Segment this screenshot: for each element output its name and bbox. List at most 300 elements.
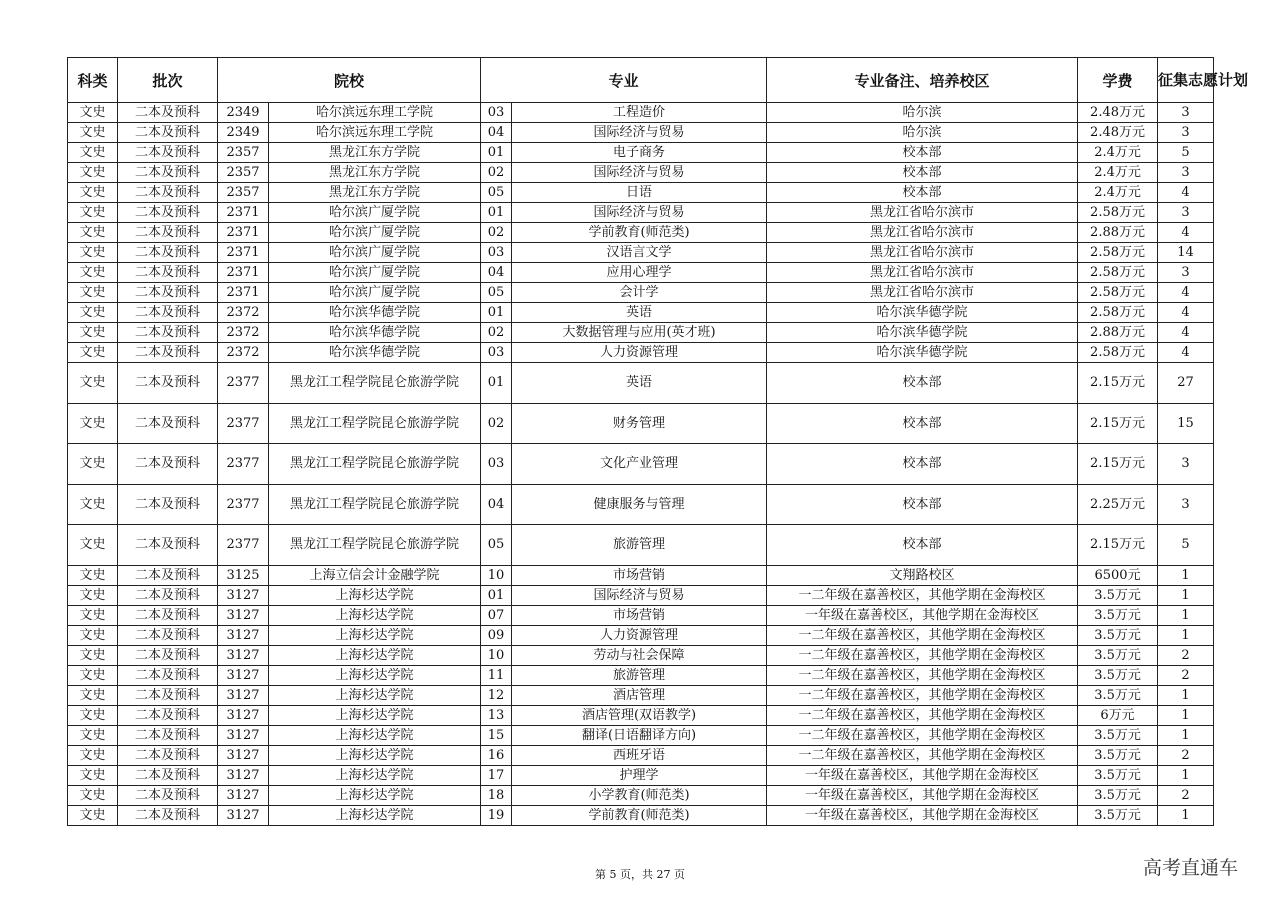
cell-batch: 二本及预科 <box>118 283 218 303</box>
cell-note: 黑龙江省哈尔滨市 <box>767 263 1078 283</box>
cell-school-code: 2377 <box>218 444 269 485</box>
cell-school-name: 黑龙江东方学院 <box>269 183 481 203</box>
cell-fee: 3.5万元 <box>1078 625 1158 645</box>
cell-school-code: 2377 <box>218 403 269 444</box>
table-row <box>68 725 1214 745</box>
cell-school-code: 3127 <box>218 685 269 705</box>
cell-school-code: 3127 <box>218 705 269 725</box>
cell-category: 文史 <box>68 223 118 243</box>
cell-fee: 2.58万元 <box>1078 243 1158 263</box>
cell-fee: 3.5万元 <box>1078 645 1158 665</box>
cell-category: 文史 <box>68 645 118 665</box>
table-row <box>68 263 1214 283</box>
cell-category: 文史 <box>68 103 118 123</box>
cell-major-code: 04 <box>481 263 512 283</box>
cell-major-name: 护理学 <box>512 765 767 785</box>
cell-school-code: 2371 <box>218 243 269 263</box>
cell-school-name: 哈尔滨广厦学院 <box>269 243 481 263</box>
cell-major-name: 会计学 <box>512 283 767 303</box>
cell-major-name: 学前教育(师范类) <box>512 805 767 825</box>
cell-school-name: 上海杉达学院 <box>269 725 481 745</box>
cell-plan: 4 <box>1158 283 1214 303</box>
cell-batch: 二本及预科 <box>118 143 218 163</box>
table-row <box>68 645 1214 665</box>
cell-note: 哈尔滨 <box>767 103 1078 123</box>
cell-category: 文史 <box>68 183 118 203</box>
cell-school-name: 上海杉达学院 <box>269 645 481 665</box>
cell-note: 一二年级在嘉善校区，其他学期在金海校区 <box>767 745 1078 765</box>
table-row <box>68 163 1214 183</box>
cell-fee: 3.5万元 <box>1078 745 1158 765</box>
cell-note: 一二年级在嘉善校区，其他学期在金海校区 <box>767 705 1078 725</box>
table-row <box>68 685 1214 705</box>
cell-batch: 二本及预科 <box>118 525 218 566</box>
cell-school-code: 2371 <box>218 263 269 283</box>
cell-fee: 2.15万元 <box>1078 403 1158 444</box>
cell-batch: 二本及预科 <box>118 645 218 665</box>
cell-major-code: 18 <box>481 785 512 805</box>
cell-plan: 4 <box>1158 183 1214 203</box>
cell-plan: 1 <box>1158 725 1214 745</box>
cell-school-name: 哈尔滨华德学院 <box>269 323 481 343</box>
cell-note: 黑龙江省哈尔滨市 <box>767 243 1078 263</box>
cell-plan: 4 <box>1158 343 1214 363</box>
cell-major-name: 电子商务 <box>512 143 767 163</box>
cell-batch: 二本及预科 <box>118 203 218 223</box>
cell-note: 黑龙江省哈尔滨市 <box>767 223 1078 243</box>
cell-school-code: 2372 <box>218 323 269 343</box>
cell-major-code: 05 <box>481 525 512 566</box>
cell-major-code: 09 <box>481 625 512 645</box>
cell-fee: 3.5万元 <box>1078 805 1158 825</box>
cell-fee: 6500元 <box>1078 565 1158 585</box>
cell-batch: 二本及预科 <box>118 303 218 323</box>
page-number: 第 5 页，共 27 页 <box>595 868 685 881</box>
cell-major-name: 财务管理 <box>512 403 767 444</box>
cell-category: 文史 <box>68 444 118 485</box>
cell-batch: 二本及预科 <box>118 805 218 825</box>
cell-note: 校本部 <box>767 484 1078 525</box>
cell-major-code: 03 <box>481 243 512 263</box>
cell-school-name: 黑龙江工程学院昆仑旅游学院 <box>269 525 481 566</box>
cell-major-code: 01 <box>481 363 512 404</box>
cell-plan: 5 <box>1158 143 1214 163</box>
cell-batch: 二本及预科 <box>118 665 218 685</box>
cell-note: 一年级在嘉善校区，其他学期在金海校区 <box>767 785 1078 805</box>
cell-category: 文史 <box>68 283 118 303</box>
cell-major-code: 04 <box>481 484 512 525</box>
cell-note: 校本部 <box>767 525 1078 566</box>
cell-batch: 二本及预科 <box>118 163 218 183</box>
table-row <box>68 183 1214 203</box>
cell-category: 文史 <box>68 343 118 363</box>
cell-category: 文史 <box>68 203 118 223</box>
table-row <box>68 565 1214 585</box>
table-row <box>68 323 1214 343</box>
cell-school-name: 哈尔滨广厦学院 <box>269 203 481 223</box>
cell-category: 文史 <box>68 725 118 745</box>
cell-plan: 3 <box>1158 123 1214 143</box>
cell-plan: 2 <box>1158 645 1214 665</box>
cell-plan: 1 <box>1158 765 1214 785</box>
cell-plan: 1 <box>1158 685 1214 705</box>
table-row <box>68 585 1214 605</box>
cell-fee: 3.5万元 <box>1078 665 1158 685</box>
cell-plan: 4 <box>1158 303 1214 323</box>
cell-school-code: 2377 <box>218 363 269 404</box>
cell-school-name: 上海杉达学院 <box>269 625 481 645</box>
cell-category: 文史 <box>68 243 118 263</box>
cell-category: 文史 <box>68 665 118 685</box>
cell-major-name: 旅游管理 <box>512 665 767 685</box>
cell-batch: 二本及预科 <box>118 705 218 725</box>
table-row <box>68 123 1214 143</box>
table-row <box>68 223 1214 243</box>
cell-school-code: 2372 <box>218 343 269 363</box>
cell-school-name: 黑龙江工程学院昆仑旅游学院 <box>269 403 481 444</box>
cell-batch: 二本及预科 <box>118 103 218 123</box>
cell-school-name: 上海杉达学院 <box>269 785 481 805</box>
cell-batch: 二本及预科 <box>118 484 218 525</box>
cell-note: 一年级在嘉善校区，其他学期在金海校区 <box>767 605 1078 625</box>
cell-note: 哈尔滨华德学院 <box>767 343 1078 363</box>
cell-fee: 2.15万元 <box>1078 444 1158 485</box>
cell-fee: 6万元 <box>1078 705 1158 725</box>
cell-batch: 二本及预科 <box>118 444 218 485</box>
cell-school-code: 2357 <box>218 163 269 183</box>
cell-fee: 2.25万元 <box>1078 484 1158 525</box>
cell-batch: 二本及预科 <box>118 243 218 263</box>
cell-fee: 2.88万元 <box>1078 323 1158 343</box>
cell-batch: 二本及预科 <box>118 403 218 444</box>
cell-school-name: 上海杉达学院 <box>269 665 481 685</box>
cell-batch: 二本及预科 <box>118 605 218 625</box>
cell-school-code: 2377 <box>218 525 269 566</box>
cell-school-name: 上海杉达学院 <box>269 705 481 725</box>
watermark-logo-text: 高考直通车 <box>1143 857 1239 879</box>
cell-fee: 2.88万元 <box>1078 223 1158 243</box>
cell-school-code: 3127 <box>218 645 269 665</box>
table-row <box>68 363 1214 404</box>
cell-school-name: 哈尔滨广厦学院 <box>269 263 481 283</box>
cell-major-name: 日语 <box>512 183 767 203</box>
table-row <box>68 103 1214 123</box>
cell-fee: 2.58万元 <box>1078 203 1158 223</box>
cell-major-code: 01 <box>481 585 512 605</box>
cell-fee: 3.5万元 <box>1078 605 1158 625</box>
cell-plan: 1 <box>1158 585 1214 605</box>
cell-category: 文史 <box>68 484 118 525</box>
cell-school-code: 2377 <box>218 484 269 525</box>
cell-school-code: 3125 <box>218 565 269 585</box>
cell-note: 校本部 <box>767 183 1078 203</box>
table-body <box>68 103 1214 826</box>
cell-note: 校本部 <box>767 403 1078 444</box>
cell-major-code: 16 <box>481 745 512 765</box>
cell-school-code: 3127 <box>218 585 269 605</box>
cell-school-name: 黑龙江东方学院 <box>269 163 481 183</box>
cell-batch: 二本及预科 <box>118 565 218 585</box>
cell-note: 校本部 <box>767 363 1078 404</box>
cell-fee: 2.4万元 <box>1078 183 1158 203</box>
table-row <box>68 525 1214 566</box>
cell-note: 校本部 <box>767 143 1078 163</box>
cell-school-code: 3127 <box>218 605 269 625</box>
cell-major-code: 03 <box>481 343 512 363</box>
cell-school-name: 哈尔滨广厦学院 <box>269 223 481 243</box>
cell-major-name: 国际经济与贸易 <box>512 163 767 183</box>
cell-note: 哈尔滨 <box>767 123 1078 143</box>
cell-major-code: 04 <box>481 123 512 143</box>
cell-major-name: 旅游管理 <box>512 525 767 566</box>
cell-school-name: 上海杉达学院 <box>269 765 481 785</box>
cell-plan: 1 <box>1158 705 1214 725</box>
cell-category: 文史 <box>68 685 118 705</box>
cell-note: 黑龙江省哈尔滨市 <box>767 203 1078 223</box>
cell-school-code: 3127 <box>218 665 269 685</box>
cell-batch: 二本及预科 <box>118 223 218 243</box>
cell-major-name: 市场营销 <box>512 565 767 585</box>
cell-note: 一二年级在嘉善校区，其他学期在金海校区 <box>767 685 1078 705</box>
cell-category: 文史 <box>68 745 118 765</box>
cell-major-name: 国际经济与贸易 <box>512 585 767 605</box>
cell-plan: 3 <box>1158 444 1214 485</box>
cell-category: 文史 <box>68 263 118 283</box>
cell-school-name: 黑龙江工程学院昆仑旅游学院 <box>269 363 481 404</box>
cell-note: 一年级在嘉善校区，其他学期在金海校区 <box>767 765 1078 785</box>
cell-category: 文史 <box>68 705 118 725</box>
table-row <box>68 143 1214 163</box>
cell-major-code: 01 <box>481 303 512 323</box>
table-row <box>68 403 1214 444</box>
cell-plan: 14 <box>1158 243 1214 263</box>
cell-major-name: 翻译(日语翻译方向) <box>512 725 767 745</box>
header-plan: 征集志愿计划 <box>1158 58 1214 103</box>
cell-note: 一年级在嘉善校区，其他学期在金海校区 <box>767 805 1078 825</box>
cell-major-code: 19 <box>481 805 512 825</box>
cell-major-name: 英语 <box>512 363 767 404</box>
header-fee: 学费 <box>1078 58 1158 103</box>
cell-category: 文史 <box>68 805 118 825</box>
cell-school-name: 上海杉达学院 <box>269 685 481 705</box>
header-major: 专业 <box>481 58 767 103</box>
cell-category: 文史 <box>68 585 118 605</box>
cell-category: 文史 <box>68 303 118 323</box>
cell-major-name: 人力资源管理 <box>512 343 767 363</box>
cell-plan: 27 <box>1158 363 1214 404</box>
cell-plan: 1 <box>1158 805 1214 825</box>
cell-major-name: 工程造价 <box>512 103 767 123</box>
table-row <box>68 805 1214 825</box>
cell-school-name: 上海立信会计金融学院 <box>269 565 481 585</box>
cell-school-name: 黑龙江东方学院 <box>269 143 481 163</box>
cell-major-name: 小学教育(师范类) <box>512 785 767 805</box>
cell-major-code: 07 <box>481 605 512 625</box>
cell-plan: 2 <box>1158 785 1214 805</box>
cell-major-code: 15 <box>481 725 512 745</box>
cell-major-code: 01 <box>481 203 512 223</box>
header-batch: 批次 <box>118 58 218 103</box>
cell-major-code: 10 <box>481 565 512 585</box>
cell-category: 文史 <box>68 323 118 343</box>
cell-fee: 2.15万元 <box>1078 525 1158 566</box>
cell-fee: 3.5万元 <box>1078 785 1158 805</box>
cell-major-name: 国际经济与贸易 <box>512 123 767 143</box>
cell-note: 一二年级在嘉善校区，其他学期在金海校区 <box>767 625 1078 645</box>
cell-fee: 2.58万元 <box>1078 303 1158 323</box>
cell-school-code: 3127 <box>218 625 269 645</box>
cell-plan: 3 <box>1158 103 1214 123</box>
cell-plan: 1 <box>1158 565 1214 585</box>
cell-note: 一二年级在嘉善校区，其他学期在金海校区 <box>767 585 1078 605</box>
cell-category: 文史 <box>68 143 118 163</box>
cell-fee: 2.58万元 <box>1078 283 1158 303</box>
cell-major-code: 02 <box>481 163 512 183</box>
cell-fee: 3.5万元 <box>1078 765 1158 785</box>
cell-school-code: 3127 <box>218 785 269 805</box>
cell-major-code: 10 <box>481 645 512 665</box>
cell-plan: 1 <box>1158 625 1214 645</box>
cell-note: 校本部 <box>767 163 1078 183</box>
cell-plan: 4 <box>1158 223 1214 243</box>
cell-note: 一二年级在嘉善校区，其他学期在金海校区 <box>767 725 1078 745</box>
cell-plan: 1 <box>1158 605 1214 625</box>
cell-major-code: 05 <box>481 283 512 303</box>
cell-major-name: 英语 <box>512 303 767 323</box>
cell-major-name: 文化产业管理 <box>512 444 767 485</box>
table-row <box>68 444 1214 485</box>
cell-school-code: 3127 <box>218 745 269 765</box>
cell-category: 文史 <box>68 565 118 585</box>
cell-plan: 3 <box>1158 263 1214 283</box>
table-row <box>68 283 1214 303</box>
table-row <box>68 243 1214 263</box>
cell-plan: 15 <box>1158 403 1214 444</box>
cell-major-name: 市场营销 <box>512 605 767 625</box>
cell-major-code: 03 <box>481 103 512 123</box>
cell-note: 文翔路校区 <box>767 565 1078 585</box>
cell-fee: 2.48万元 <box>1078 123 1158 143</box>
cell-batch: 二本及预科 <box>118 745 218 765</box>
table-row <box>68 745 1214 765</box>
header-row <box>68 58 1214 103</box>
table-row <box>68 665 1214 685</box>
cell-fee: 2.58万元 <box>1078 343 1158 363</box>
cell-plan: 5 <box>1158 525 1214 566</box>
table-row <box>68 303 1214 323</box>
cell-batch: 二本及预科 <box>118 685 218 705</box>
cell-school-name: 黑龙江工程学院昆仑旅游学院 <box>269 444 481 485</box>
table-row <box>68 203 1214 223</box>
cell-category: 文史 <box>68 363 118 404</box>
cell-major-code: 02 <box>481 323 512 343</box>
cell-major-name: 应用心理学 <box>512 263 767 283</box>
cell-note: 黑龙江省哈尔滨市 <box>767 283 1078 303</box>
cell-fee: 2.48万元 <box>1078 103 1158 123</box>
cell-batch: 二本及预科 <box>118 785 218 805</box>
cell-batch: 二本及预科 <box>118 363 218 404</box>
cell-school-code: 2349 <box>218 103 269 123</box>
cell-school-name: 上海杉达学院 <box>269 585 481 605</box>
cell-major-code: 01 <box>481 143 512 163</box>
cell-category: 文史 <box>68 765 118 785</box>
cell-category: 文史 <box>68 163 118 183</box>
cell-category: 文史 <box>68 605 118 625</box>
cell-major-code: 11 <box>481 665 512 685</box>
cell-batch: 二本及预科 <box>118 123 218 143</box>
cell-school-code: 3127 <box>218 765 269 785</box>
cell-note: 一二年级在嘉善校区，其他学期在金海校区 <box>767 645 1078 665</box>
cell-major-code: 05 <box>481 183 512 203</box>
cell-school-code: 2371 <box>218 223 269 243</box>
cell-school-name: 哈尔滨广厦学院 <box>269 283 481 303</box>
cell-school-name: 黑龙江工程学院昆仑旅游学院 <box>269 484 481 525</box>
cell-fee: 2.15万元 <box>1078 363 1158 404</box>
cell-note: 一二年级在嘉善校区，其他学期在金海校区 <box>767 665 1078 685</box>
cell-fee: 3.5万元 <box>1078 725 1158 745</box>
cell-major-name: 国际经济与贸易 <box>512 203 767 223</box>
cell-note: 校本部 <box>767 444 1078 485</box>
cell-category: 文史 <box>68 123 118 143</box>
cell-fee: 2.4万元 <box>1078 163 1158 183</box>
cell-major-code: 12 <box>481 685 512 705</box>
cell-major-code: 03 <box>481 444 512 485</box>
cell-school-code: 3127 <box>218 725 269 745</box>
cell-school-code: 3127 <box>218 805 269 825</box>
cell-major-code: 13 <box>481 705 512 725</box>
cell-major-name: 汉语言文学 <box>512 243 767 263</box>
table-row <box>68 484 1214 525</box>
cell-major-name: 学前教育(师范类) <box>512 223 767 243</box>
cell-school-name: 上海杉达学院 <box>269 805 481 825</box>
cell-category: 文史 <box>68 403 118 444</box>
admissions-table <box>67 57 1249 826</box>
cell-fee: 3.5万元 <box>1078 685 1158 705</box>
cell-major-code: 17 <box>481 765 512 785</box>
cell-fee: 2.58万元 <box>1078 263 1158 283</box>
table-row <box>68 625 1214 645</box>
cell-batch: 二本及预科 <box>118 343 218 363</box>
cell-batch: 二本及预科 <box>118 725 218 745</box>
cell-major-name: 大数据管理与应用(英才班) <box>512 323 767 343</box>
cell-school-code: 2371 <box>218 203 269 223</box>
cell-school-code: 2371 <box>218 283 269 303</box>
cell-school-name: 上海杉达学院 <box>269 745 481 765</box>
cell-fee: 3.5万元 <box>1078 585 1158 605</box>
cell-school-name: 哈尔滨华德学院 <box>269 303 481 323</box>
header-note: 专业备注、培养校区 <box>767 58 1078 103</box>
cell-batch: 二本及预科 <box>118 585 218 605</box>
cell-school-code: 2349 <box>218 123 269 143</box>
cell-major-name: 劳动与社会保障 <box>512 645 767 665</box>
cell-school-name: 哈尔滨华德学院 <box>269 343 481 363</box>
cell-batch: 二本及预科 <box>118 263 218 283</box>
cell-category: 文史 <box>68 525 118 566</box>
cell-batch: 二本及预科 <box>118 323 218 343</box>
cell-major-name: 人力资源管理 <box>512 625 767 645</box>
cell-major-code: 02 <box>481 403 512 444</box>
table-row <box>68 343 1214 363</box>
cell-batch: 二本及预科 <box>118 765 218 785</box>
table-row <box>68 765 1214 785</box>
cell-major-name: 西班牙语 <box>512 745 767 765</box>
cell-school-name: 哈尔滨远东理工学院 <box>269 123 481 143</box>
cell-category: 文史 <box>68 625 118 645</box>
cell-plan: 3 <box>1158 484 1214 525</box>
cell-plan: 3 <box>1158 163 1214 183</box>
cell-major-code: 02 <box>481 223 512 243</box>
cell-school-code: 2372 <box>218 303 269 323</box>
